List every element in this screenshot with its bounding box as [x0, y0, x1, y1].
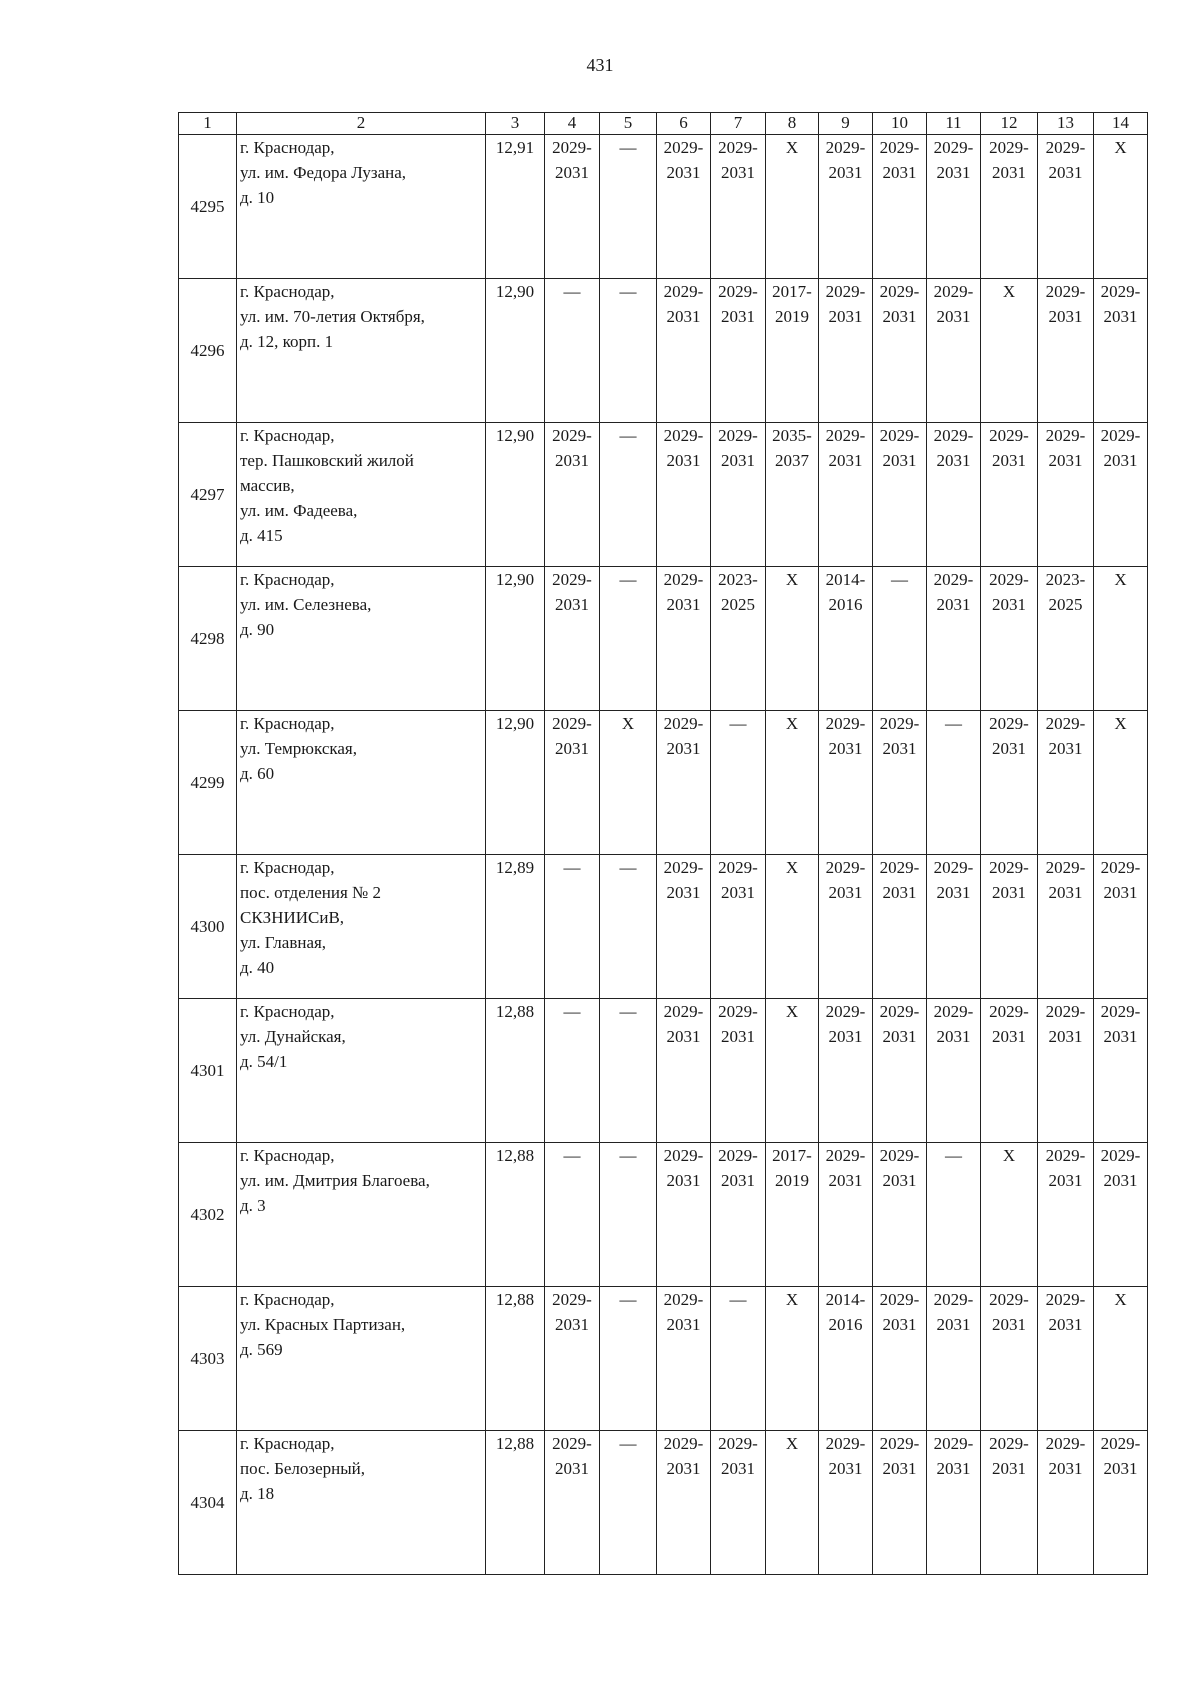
header-row — [179, 113, 1148, 135]
address-line: г. Краснодар, — [240, 570, 335, 589]
period-cell: 2029- 2031 — [819, 423, 873, 567]
area-value: 12,91 — [486, 135, 545, 279]
row-number: 4296 — [179, 279, 237, 423]
period-cell: 2029- 2031 — [657, 855, 711, 999]
address-cell — [237, 711, 486, 855]
address-cell — [237, 999, 486, 1143]
address-line: д. 18 — [240, 1484, 275, 1503]
period-cell: 2029- 2031 — [927, 135, 981, 279]
address-line: г. Краснодар, — [240, 858, 335, 877]
period-cell: X — [766, 1431, 819, 1575]
address-line: д. 40 — [240, 958, 275, 977]
period-cell: 2029- 2031 — [873, 999, 927, 1143]
period-cell: 2029- 2031 — [819, 279, 873, 423]
period-cell: X — [1094, 135, 1148, 279]
address-line: пос. Белозерный, — [240, 1459, 365, 1478]
address-line: ул. им. Селезнева, — [240, 595, 372, 614]
period-cell: 2029- 2031 — [545, 711, 600, 855]
address-line: д. 60 — [240, 764, 275, 783]
address-line: д. 10 — [240, 188, 275, 207]
period-cell: 2029- 2031 — [819, 135, 873, 279]
column-header: 11 — [927, 113, 981, 135]
period-cell: 2029- 2031 — [1038, 855, 1094, 999]
address-line: ул. им. 70-летия Октября, — [240, 307, 425, 326]
column-header: 7 — [711, 113, 766, 135]
period-cell: 2029- 2031 — [981, 567, 1038, 711]
address-line: д. 12, корп. 1 — [240, 332, 334, 351]
period-cell: — — [600, 1143, 657, 1287]
area-value: 12,90 — [486, 567, 545, 711]
period-cell: 2029- 2031 — [981, 999, 1038, 1143]
period-cell: 2029- 2031 — [819, 855, 873, 999]
period-cell: 2029- 2031 — [1038, 1287, 1094, 1431]
address-cell — [237, 1287, 486, 1431]
period-cell: 2029- 2031 — [657, 423, 711, 567]
period-cell: — — [545, 1143, 600, 1287]
period-cell: 2029- 2031 — [1094, 423, 1148, 567]
period-cell: 2029- 2031 — [711, 135, 766, 279]
address-line: СКЗНИИСиВ, — [240, 908, 345, 927]
page-number: 431 — [586, 55, 614, 75]
address-line: г. Краснодар, — [240, 1434, 335, 1453]
period-cell: 2029- 2031 — [545, 135, 600, 279]
period-cell: 2029- 2031 — [711, 999, 766, 1143]
address-cell — [237, 1431, 486, 1575]
address-line: г. Краснодар, — [240, 282, 335, 301]
period-cell: 2029- 2031 — [657, 711, 711, 855]
period-cell: 2029- 2031 — [981, 135, 1038, 279]
period-cell: X — [981, 1143, 1038, 1287]
column-header: 3 — [486, 113, 545, 135]
period-cell: 2029- 2031 — [819, 711, 873, 855]
period-cell: 2029- 2031 — [545, 1287, 600, 1431]
column-header: 13 — [1038, 113, 1094, 135]
table-row — [179, 423, 1148, 567]
period-cell: — — [545, 855, 600, 999]
period-cell: X — [766, 567, 819, 711]
address-cell — [237, 567, 486, 711]
period-cell: 2029- 2031 — [1038, 1431, 1094, 1575]
period-cell: 2029- 2031 — [873, 135, 927, 279]
address-cell — [237, 1143, 486, 1287]
address-line: д. 3 — [240, 1196, 266, 1215]
period-cell: 2029- 2031 — [1094, 279, 1148, 423]
address-line: ул. им. Федора Лузана, — [240, 163, 407, 182]
period-cell: — — [545, 279, 600, 423]
period-cell: 2029- 2031 — [981, 1431, 1038, 1575]
period-cell: 2029- 2031 — [819, 999, 873, 1143]
period-cell: 2029- 2031 — [1038, 279, 1094, 423]
row-number: 4295 — [179, 135, 237, 279]
period-cell: 2029- 2031 — [981, 423, 1038, 567]
period-cell: — — [600, 135, 657, 279]
period-cell: 2029- 2031 — [873, 855, 927, 999]
period-cell: 2029- 2031 — [657, 1431, 711, 1575]
address-line: ул. Красных Партизан, — [240, 1315, 406, 1334]
row-number: 4304 — [179, 1431, 237, 1575]
period-cell: 2029- 2031 — [927, 567, 981, 711]
period-cell: 2017- 2019 — [766, 1143, 819, 1287]
area-value: 12,90 — [486, 279, 545, 423]
period-cell: 2014- 2016 — [819, 1287, 873, 1431]
address-cell — [237, 279, 486, 423]
area-value: 12,89 — [486, 855, 545, 999]
row-number: 4303 — [179, 1287, 237, 1431]
address-line: д. 90 — [240, 620, 275, 639]
period-cell: 2029- 2031 — [981, 855, 1038, 999]
address-line: г. Краснодар, — [240, 1290, 335, 1309]
row-number: 4302 — [179, 1143, 237, 1287]
address-line: ул. им. Фадеева, — [240, 501, 358, 520]
period-cell: X — [766, 855, 819, 999]
period-cell: 2029- 2031 — [927, 1287, 981, 1431]
column-header: 1 — [179, 113, 237, 135]
period-cell: — — [873, 567, 927, 711]
period-cell: 2029- 2031 — [927, 855, 981, 999]
table-body — [179, 135, 1148, 1575]
period-cell: — — [600, 1287, 657, 1431]
table-row — [179, 135, 1148, 279]
period-cell: 2029- 2031 — [873, 1287, 927, 1431]
table-row — [179, 1431, 1148, 1575]
period-cell: — — [927, 1143, 981, 1287]
address-line: ул. Дунайская, — [240, 1027, 346, 1046]
period-cell: 2029- 2031 — [873, 1143, 927, 1287]
period-cell: — — [600, 1431, 657, 1575]
period-cell: 2035- 2037 — [766, 423, 819, 567]
period-cell: — — [600, 855, 657, 999]
period-cell: 2029- 2031 — [873, 423, 927, 567]
period-cell: 2029- 2031 — [1038, 423, 1094, 567]
period-cell: 2029- 2031 — [657, 567, 711, 711]
address-cell — [237, 423, 486, 567]
period-cell: 2029- 2031 — [711, 1431, 766, 1575]
table-row — [179, 1287, 1148, 1431]
period-cell: — — [711, 1287, 766, 1431]
row-number: 4297 — [179, 423, 237, 567]
table-row — [179, 855, 1148, 999]
period-cell: 2029- 2031 — [927, 423, 981, 567]
area-value: 12,90 — [486, 423, 545, 567]
area-value: 12,88 — [486, 1143, 545, 1287]
column-header: 5 — [600, 113, 657, 135]
period-cell: 2029- 2031 — [873, 279, 927, 423]
period-cell: X — [1094, 711, 1148, 855]
period-cell: X — [766, 135, 819, 279]
period-cell: 2029- 2031 — [545, 423, 600, 567]
period-cell: 2029- 2031 — [927, 279, 981, 423]
period-cell: X — [1094, 567, 1148, 711]
period-cell: X — [1094, 1287, 1148, 1431]
period-cell: 2029- 2031 — [1094, 1143, 1148, 1287]
period-cell: X — [766, 999, 819, 1143]
address-line: г. Краснодар, — [240, 714, 335, 733]
period-cell: X — [766, 711, 819, 855]
row-number: 4301 — [179, 999, 237, 1143]
address-line: ул. им. Дмитрия Благоева, — [240, 1171, 430, 1190]
address-line: г. Краснодар, — [240, 426, 335, 445]
address-line: массив, — [240, 476, 295, 495]
column-header: 8 — [766, 113, 819, 135]
period-cell: — — [927, 711, 981, 855]
area-value: 12,88 — [486, 999, 545, 1143]
period-cell: 2029- 2031 — [927, 999, 981, 1143]
address-line: ул. Темрюкская, — [240, 739, 357, 758]
table-row — [179, 279, 1148, 423]
period-cell: 2029- 2031 — [1038, 1143, 1094, 1287]
period-cell: 2029- 2031 — [711, 423, 766, 567]
period-cell: 2029- 2031 — [1094, 1431, 1148, 1575]
period-cell: 2023- 2025 — [711, 567, 766, 711]
table-row — [179, 711, 1148, 855]
column-header: 6 — [657, 113, 711, 135]
column-header: 9 — [819, 113, 873, 135]
table-row — [179, 567, 1148, 711]
column-header: 12 — [981, 113, 1038, 135]
period-cell: 2029- 2031 — [711, 279, 766, 423]
address-line: г. Краснодар, — [240, 138, 335, 157]
area-value: 12,90 — [486, 711, 545, 855]
address-line: д. 54/1 — [240, 1052, 288, 1071]
area-value: 12,88 — [486, 1287, 545, 1431]
period-cell: 2029- 2031 — [927, 1431, 981, 1575]
period-cell: 2029- 2031 — [657, 135, 711, 279]
period-cell: 2029- 2031 — [657, 1287, 711, 1431]
row-number: 4300 — [179, 855, 237, 999]
period-cell: 2029- 2031 — [657, 279, 711, 423]
period-cell: 2029- 2031 — [657, 1143, 711, 1287]
period-cell: 2029- 2031 — [1094, 999, 1148, 1143]
period-cell: 2029- 2031 — [819, 1143, 873, 1287]
address-line: пос. отделения № 2 — [240, 883, 382, 902]
period-cell: — — [600, 567, 657, 711]
address-line: тер. Пашковский жилой — [240, 451, 414, 470]
row-number: 4298 — [179, 567, 237, 711]
period-cell: 2029- 2031 — [981, 1287, 1038, 1431]
period-cell: 2014- 2016 — [819, 567, 873, 711]
period-cell: 2023- 2025 — [1038, 567, 1094, 711]
period-cell: 2029- 2031 — [1038, 135, 1094, 279]
period-cell: 2029- 2031 — [545, 567, 600, 711]
period-cell: 2029- 2031 — [711, 1143, 766, 1287]
address-line: ул. Главная, — [240, 933, 327, 952]
period-cell: 2029- 2031 — [819, 1431, 873, 1575]
address-cell — [237, 855, 486, 999]
period-cell: 2029- 2031 — [711, 855, 766, 999]
address-cell — [237, 135, 486, 279]
table-row — [179, 999, 1148, 1143]
period-cell: 2029- 2031 — [873, 1431, 927, 1575]
period-cell: — — [600, 423, 657, 567]
period-cell: — — [545, 999, 600, 1143]
period-cell: 2029- 2031 — [1038, 711, 1094, 855]
table-row — [179, 1143, 1148, 1287]
area-value: 12,88 — [486, 1431, 545, 1575]
period-cell: X — [600, 711, 657, 855]
address-line: г. Краснодар, — [240, 1146, 335, 1165]
period-cell: — — [600, 279, 657, 423]
column-header: 10 — [873, 113, 927, 135]
column-header: 2 — [237, 113, 486, 135]
period-cell: 2029- 2031 — [1094, 855, 1148, 999]
period-cell: 2029- 2031 — [545, 1431, 600, 1575]
period-cell: 2029- 2031 — [981, 711, 1038, 855]
period-cell: 2017- 2019 — [766, 279, 819, 423]
period-cell: X — [981, 279, 1038, 423]
row-number: 4299 — [179, 711, 237, 855]
period-cell: 2029- 2031 — [657, 999, 711, 1143]
period-cell: 2029- 2031 — [1038, 999, 1094, 1143]
address-line: д. 569 — [240, 1340, 283, 1359]
column-header: 14 — [1094, 113, 1148, 135]
register-table — [178, 112, 1148, 1575]
column-header: 4 — [545, 113, 600, 135]
address-line: г. Краснодар, — [240, 1002, 335, 1021]
period-cell: 2029- 2031 — [873, 711, 927, 855]
period-cell: — — [600, 999, 657, 1143]
period-cell: — — [711, 711, 766, 855]
address-line: д. 415 — [240, 526, 283, 545]
period-cell: X — [766, 1287, 819, 1431]
